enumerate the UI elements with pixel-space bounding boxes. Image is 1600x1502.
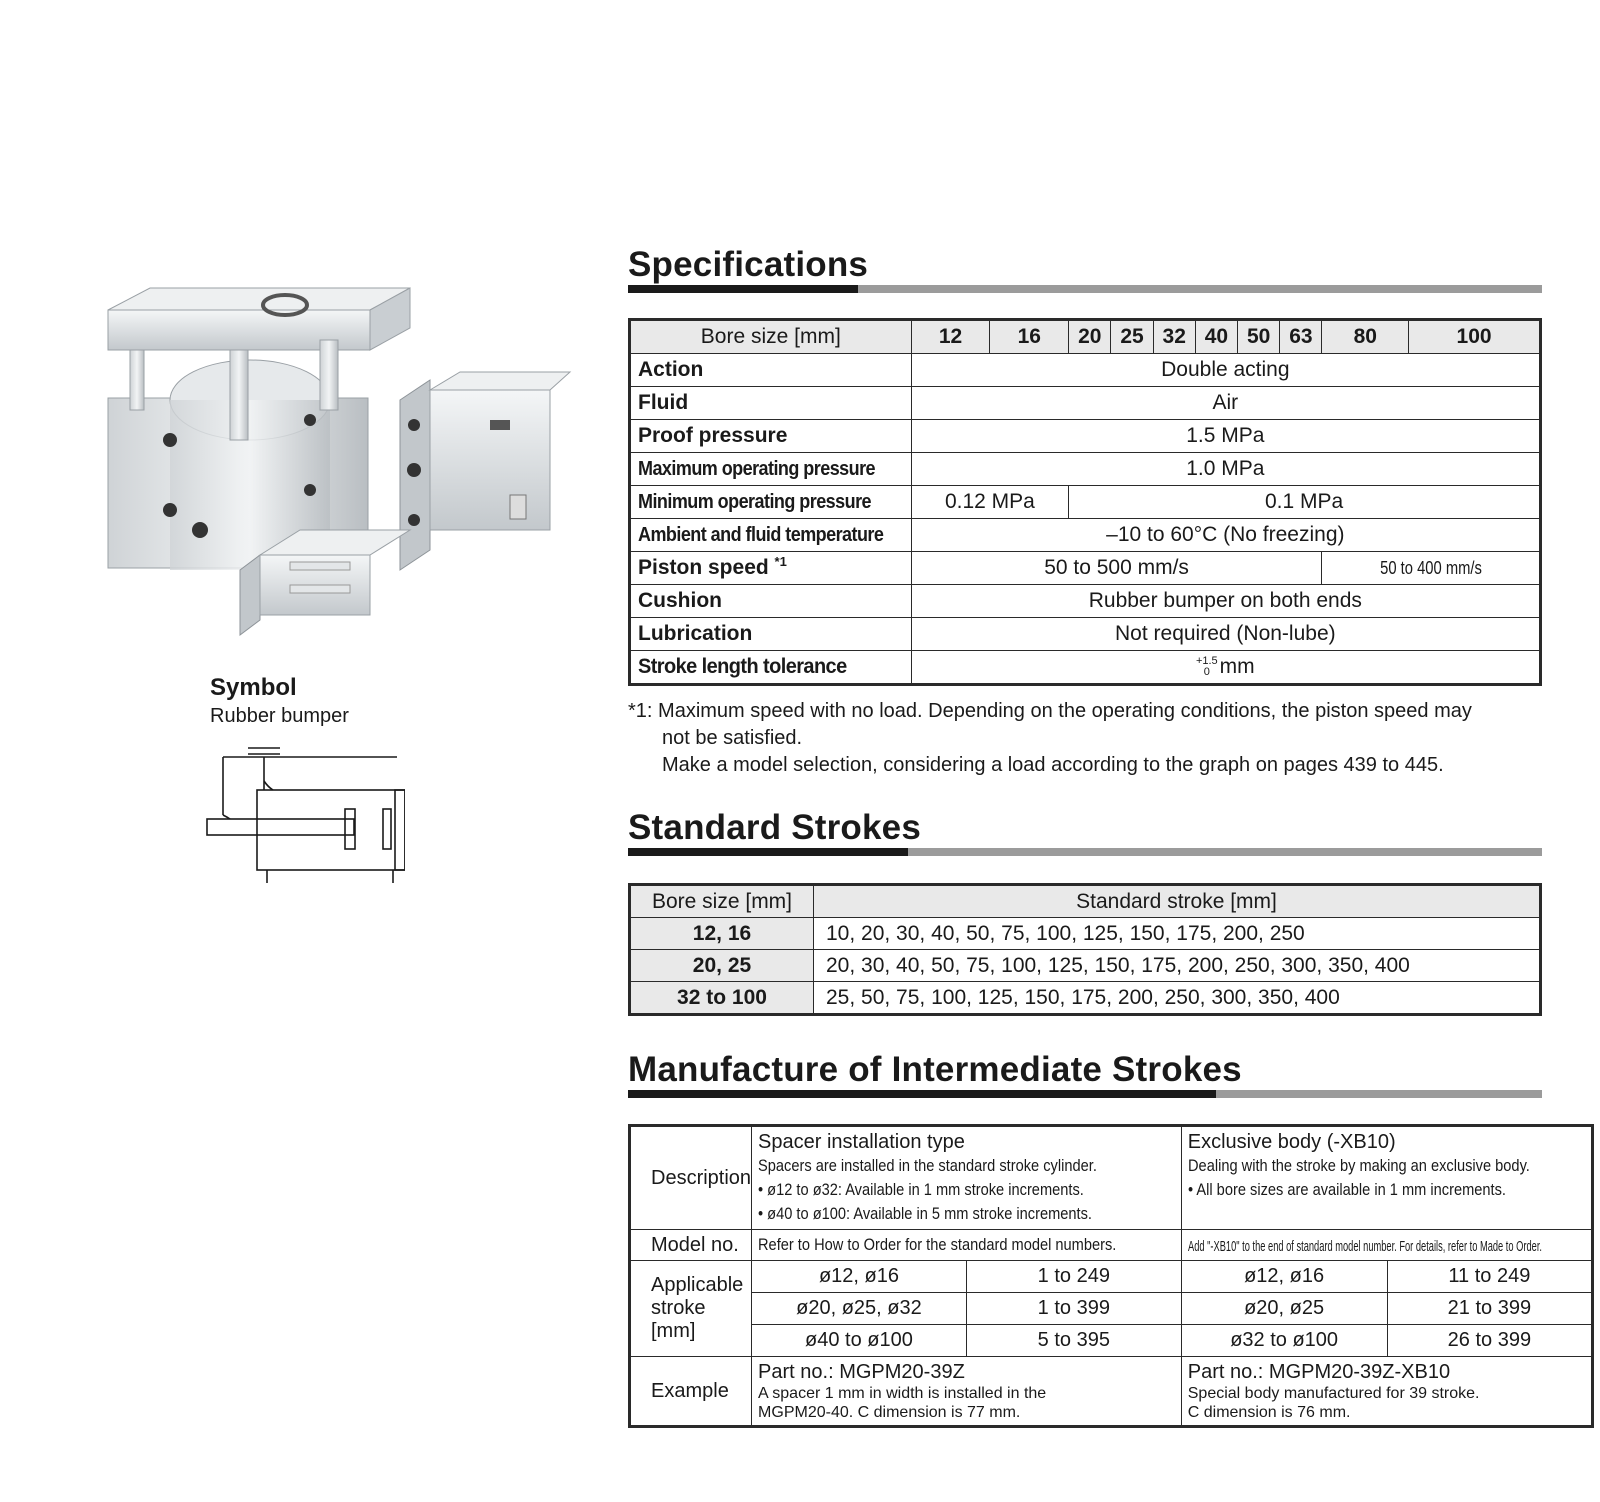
piston-speed-row bbox=[630, 552, 1541, 585]
example-row bbox=[630, 1357, 1593, 1427]
spacer-range: 1 to 249 bbox=[966, 1261, 1181, 1293]
exclusive-range: 11 to 249 bbox=[1387, 1261, 1593, 1293]
temperature-row bbox=[630, 519, 1541, 552]
bore-32: 32 bbox=[1153, 320, 1195, 354]
footnote-line2: not be satisfied. bbox=[662, 727, 803, 749]
spacer-bore: ø40 to ø100 bbox=[752, 1325, 967, 1357]
exclusive-title: Exclusive body (-XB10) bbox=[1187, 1131, 1396, 1153]
strokes-cell: 20, 30, 40, 50, 75, 100, 125, 150, 175, 200, 250, 300, 350, 400 bbox=[814, 950, 1541, 982]
bore-16: 16 bbox=[990, 320, 1069, 354]
max-pressure-value: 1.0 MPa bbox=[911, 453, 1540, 486]
stroke-row-2 bbox=[630, 1293, 1593, 1325]
spacer-line3: • ø40 to ø100: Available in 5 mm stroke increments. bbox=[758, 1204, 1092, 1223]
intermediate-strokes-header bbox=[628, 1050, 1542, 1090]
exclusive-part-no: Part no.: MGPM20-39Z-XB10 bbox=[1187, 1361, 1451, 1383]
table-row bbox=[630, 982, 1541, 1015]
header-bar bbox=[628, 1090, 1542, 1098]
lubrication-row bbox=[630, 618, 1541, 651]
action-label: Action bbox=[630, 354, 912, 387]
exclusive-bore: ø20, ø25 bbox=[1181, 1293, 1387, 1325]
tolerance-upper: +1.5 bbox=[1195, 655, 1218, 668]
spacer-example-line1: A spacer 1 mm in width is installed in the bbox=[758, 1385, 1047, 1402]
spacer-example bbox=[752, 1357, 1182, 1427]
exclusive-line1: Dealing with the stroke by making an exclusive body. bbox=[1187, 1156, 1530, 1175]
min-pressure-row bbox=[630, 486, 1541, 519]
applicable-stroke-label bbox=[630, 1261, 752, 1357]
bore-80: 80 bbox=[1322, 320, 1409, 354]
max-pressure-row bbox=[630, 453, 1541, 486]
stroke-row-1 bbox=[630, 1261, 1593, 1293]
standard-strokes-table bbox=[628, 883, 1542, 1016]
bore-50: 50 bbox=[1238, 320, 1280, 354]
strokes-cell: 25, 50, 75, 100, 125, 150, 175, 200, 250, 300, 350, 400 bbox=[814, 982, 1541, 1015]
model-label: Model no. bbox=[630, 1230, 752, 1261]
spacer-title: Spacer installation type bbox=[758, 1131, 965, 1153]
action-value: Double acting bbox=[911, 354, 1540, 387]
exclusive-line2: • All bore sizes are available in 1 mm increments. bbox=[1187, 1180, 1506, 1199]
cushion-label: Cushion bbox=[630, 585, 912, 618]
footnote bbox=[628, 698, 1548, 779]
lubrication-value: Not required (Non-lube) bbox=[911, 618, 1540, 651]
stroke-tolerance-value bbox=[911, 651, 1540, 685]
footnote-line1: Maximum speed with no load. Depending on the operating conditions, the piston speed may bbox=[658, 700, 1472, 722]
piston-speed-label: Piston speed bbox=[638, 556, 769, 579]
temperature-label: Ambient and fluid temperature bbox=[638, 524, 884, 546]
model-spacer: Refer to How to Order for the standard model numbers. bbox=[758, 1235, 1117, 1254]
stroke-tolerance-label: Stroke length tolerance bbox=[638, 655, 847, 678]
specifications-title: Specifications bbox=[628, 245, 869, 284]
symbol-subtitle: Rubber bumper bbox=[210, 705, 349, 727]
exclusive-range: 21 to 399 bbox=[1387, 1293, 1593, 1325]
standard-strokes-head bbox=[630, 885, 1541, 918]
stroke-tolerance-row bbox=[630, 651, 1541, 685]
piston-speed-value: 50 to 500 mm/s bbox=[911, 552, 1322, 585]
bore-25: 25 bbox=[1111, 320, 1153, 354]
exclusive-example-line2: C dimension is 76 mm. bbox=[1187, 1404, 1351, 1421]
bore-20: 20 bbox=[1069, 320, 1111, 354]
model-exclusive: Add "-XB10" to the end of standard model number. For details, refer to Made to Order. bbox=[1187, 1237, 1542, 1255]
bore-size-header: Bore size [mm] bbox=[630, 885, 814, 918]
spacer-line2: • ø12 to ø32: Available in 1 mm stroke increments. bbox=[758, 1180, 1084, 1199]
description-row bbox=[630, 1126, 1593, 1230]
spacer-line1: Spacers are installed in the standard stroke cylinder. bbox=[758, 1156, 1097, 1175]
standard-strokes-header bbox=[628, 808, 1542, 848]
footnote-line3: Make a model selection, considering a load according to the graph on pages 439 to 445. bbox=[662, 754, 1444, 776]
spacer-bore: ø20, ø25, ø32 bbox=[752, 1293, 967, 1325]
spacer-part-no: Part no.: MGPM20-39Z bbox=[758, 1361, 965, 1383]
tolerance-unit: mm bbox=[1219, 655, 1255, 678]
standard-stroke-header: Standard stroke [mm] bbox=[814, 885, 1541, 918]
exclusive-bore: ø32 to ø100 bbox=[1181, 1325, 1387, 1357]
bore-cell: 32 to 100 bbox=[630, 982, 814, 1015]
min-pressure-value-small: 0.12 MPa bbox=[911, 486, 1069, 519]
footnote-marker: *1 bbox=[774, 554, 787, 569]
bore-12: 12 bbox=[911, 320, 990, 354]
bore-40: 40 bbox=[1195, 320, 1237, 354]
exclusive-example bbox=[1181, 1357, 1593, 1427]
proof-pressure-label: Proof pressure bbox=[630, 420, 912, 453]
standard-strokes-title: Standard Strokes bbox=[628, 808, 922, 847]
temperature-value: –10 to 60°C (No freezing) bbox=[911, 519, 1540, 552]
stroke-row-3 bbox=[630, 1325, 1593, 1357]
min-pressure-value: 0.1 MPa bbox=[1069, 486, 1541, 519]
exclusive-bore: ø12, ø16 bbox=[1181, 1261, 1387, 1293]
exclusive-example-line1: Special body manufactured for 39 stroke. bbox=[1187, 1385, 1480, 1402]
strokes-cell: 10, 20, 30, 40, 50, 75, 100, 125, 150, 175, 200, 250 bbox=[814, 918, 1541, 950]
example-label: Example bbox=[630, 1357, 752, 1427]
applicable-stroke-label-2: stroke [mm] bbox=[651, 1297, 706, 1342]
cushion-row bbox=[630, 585, 1541, 618]
table-row bbox=[630, 950, 1541, 982]
description-label: Description bbox=[630, 1126, 752, 1230]
cushion-value: Rubber bumper on both ends bbox=[911, 585, 1540, 618]
model-row bbox=[630, 1230, 1593, 1261]
bore-cell: 12, 16 bbox=[630, 918, 814, 950]
bore-size-row bbox=[630, 320, 1541, 354]
fluid-value: Air bbox=[911, 387, 1540, 420]
spacer-description bbox=[752, 1126, 1182, 1230]
fluid-row bbox=[630, 387, 1541, 420]
exclusive-description bbox=[1181, 1126, 1593, 1230]
specifications-table bbox=[628, 318, 1542, 686]
lubrication-label: Lubrication bbox=[630, 618, 912, 651]
action-row bbox=[630, 354, 1541, 387]
tolerance-lower: 0 bbox=[1203, 666, 1210, 679]
proof-pressure-value: 1.5 MPa bbox=[911, 420, 1540, 453]
min-pressure-label: Minimum operating pressure bbox=[638, 491, 872, 513]
max-pressure-label: Maximum operating pressure bbox=[638, 458, 876, 480]
footnote-label: *1: bbox=[628, 700, 653, 722]
bore-100: 100 bbox=[1409, 320, 1541, 354]
bore-size-label: Bore size [mm] bbox=[630, 320, 912, 354]
header-bar bbox=[628, 848, 1542, 856]
table-row bbox=[630, 918, 1541, 950]
product-image bbox=[60, 280, 590, 650]
bore-63: 63 bbox=[1280, 320, 1322, 354]
specifications-header bbox=[628, 245, 1542, 285]
intermediate-strokes-table bbox=[628, 1124, 1594, 1428]
header-bar bbox=[628, 285, 1542, 293]
exclusive-range: 26 to 399 bbox=[1387, 1325, 1593, 1357]
fluid-label: Fluid bbox=[630, 387, 912, 420]
spacer-example-line2: MGPM20-40. C dimension is 77 mm. bbox=[758, 1404, 1021, 1421]
proof-pressure-row bbox=[630, 420, 1541, 453]
bore-cell: 20, 25 bbox=[630, 950, 814, 982]
spacer-range: 1 to 399 bbox=[966, 1293, 1181, 1325]
piston-speed-value-large: 50 to 400 mm/s bbox=[1379, 557, 1482, 578]
spacer-range: 5 to 395 bbox=[966, 1325, 1181, 1357]
spacer-bore: ø12, ø16 bbox=[752, 1261, 967, 1293]
symbol-title: Symbol bbox=[210, 674, 297, 701]
applicable-stroke-label-1: Applicable bbox=[651, 1274, 744, 1296]
pneumatic-symbol bbox=[205, 745, 405, 885]
intermediate-strokes-title: Manufacture of Intermediate Strokes bbox=[628, 1050, 1242, 1089]
